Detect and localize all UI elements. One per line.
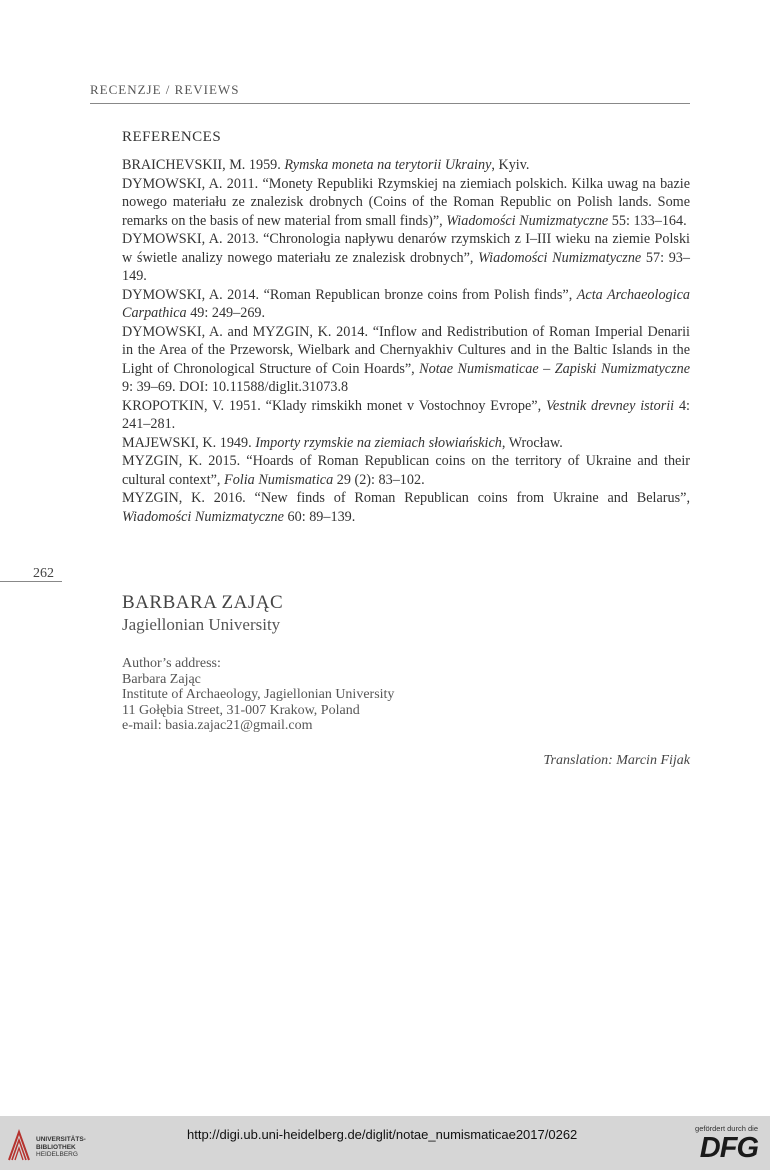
footer-bar: [0, 1116, 770, 1170]
reference-entry: BRAICHEVSKII, M. 1959. Rymska moneta na terytorii Ukrainy, Kyiv.: [122, 157, 530, 173]
reference-entry: MAJEWSKI, K. 1949. Importy rzymskie na ziemiach słowiańskich, Wrocław.: [122, 434, 563, 451]
translation-credit: Translation: Marcin Fijak: [543, 753, 690, 768]
reference-entry: KROPOTKIN, V. 1951. “Klady rimskikh monet v Vostochnoy Evrope”, Vestnik drevney istorii 4: 241–281.: [122, 397, 690, 432]
address-institute: Institute of Archaeology, Jagiellonian University: [122, 687, 395, 702]
page-number-rule: [0, 581, 62, 582]
author-name: BARBARA ZAJĄC: [122, 592, 284, 613]
dfg-tagline: gefördert durch die: [695, 1124, 758, 1133]
reference-entry: MYZGIN, K. 2015. “Hoards of Roman Republican coins on the territory of Ukraine and their cultural context”, Folia Numismatica 29 (2): 83–102.: [122, 453, 690, 488]
library-logo-text: UNIVERSITÄTS- BIBLIOTHEK HEIDELBERG: [36, 1136, 86, 1158]
reference-entry: DYMOWSKI, A. 2014. “Roman Republican bronze coins from Polish finds”, Acta Archaeologica Carpathica 49: 249–269.: [122, 286, 690, 321]
address-label: Author’s address:: [122, 656, 221, 671]
reference-entry: DYMOWSKI, A. and MYZGIN, K. 2014. “Inflow and Redistribution of Roman Imperial Denarii in the Area of the Przeworsk, Wielbark and Chernyakhiv Cultures and in the Baltic Islands in the Light of Chronological Structure of Coin Hoards”, Notae Numismaticae – Zapiski Numizmatyczne 9: 39–69. DOI: 10.11588/diglit.31073.8: [122, 323, 690, 395]
dfg-logo[interactable]: DFG: [699, 1132, 758, 1164]
references-heading: REFERENCES: [122, 129, 222, 145]
address-name: Barbara Zając: [122, 671, 201, 687]
address-street: 11 Gołębia Street, 31-007 Krakow, Poland: [122, 702, 360, 718]
library-logo[interactable]: [6, 1124, 111, 1164]
library-logo-icon: [6, 1126, 32, 1162]
reference-entry: MYZGIN, K. 2016. “New finds of Roman Republican coins from Ukraine and Belarus”, Wiadomości Numizmatyczne 60: 89–139.: [122, 490, 690, 525]
page-number: 262: [33, 566, 54, 581]
footer-url-link[interactable]: http://digi.ub.uni-heidelberg.de/diglit/notae_numismaticae2017/0262: [187, 1127, 578, 1142]
references-list: [122, 156, 690, 526]
header-rule: [90, 103, 690, 104]
author-address: [122, 656, 394, 734]
reference-entry: DYMOWSKI, A. 2013. “Chronologia napływu denarów rzymskich z I–III wieku na ziemie Polski w świetle analizy nowego materiału ze znalezisk drobnych”, Wiadomości Numizmatyczne 57: 93–149.: [122, 231, 690, 284]
reference-entry: DYMOWSKI, A. 2011. “Monety Republiki Rzymskiej na ziemiach polskich. Kilka uwag na bazie nowego materiału ze znalezisk drobnych (Coins of the Roman Republic on Polish lands. Some remarks on the basis of new material from small finds)”, Wiadomości Numizmatyczne 55: 133–164.: [122, 175, 690, 229]
address-email: e-mail: basia.zajac21@gmail.com: [122, 718, 313, 733]
author-affiliation: Jagiellonian University: [122, 615, 281, 634]
running-header: RECENZJE / REVIEWS: [90, 82, 240, 97]
